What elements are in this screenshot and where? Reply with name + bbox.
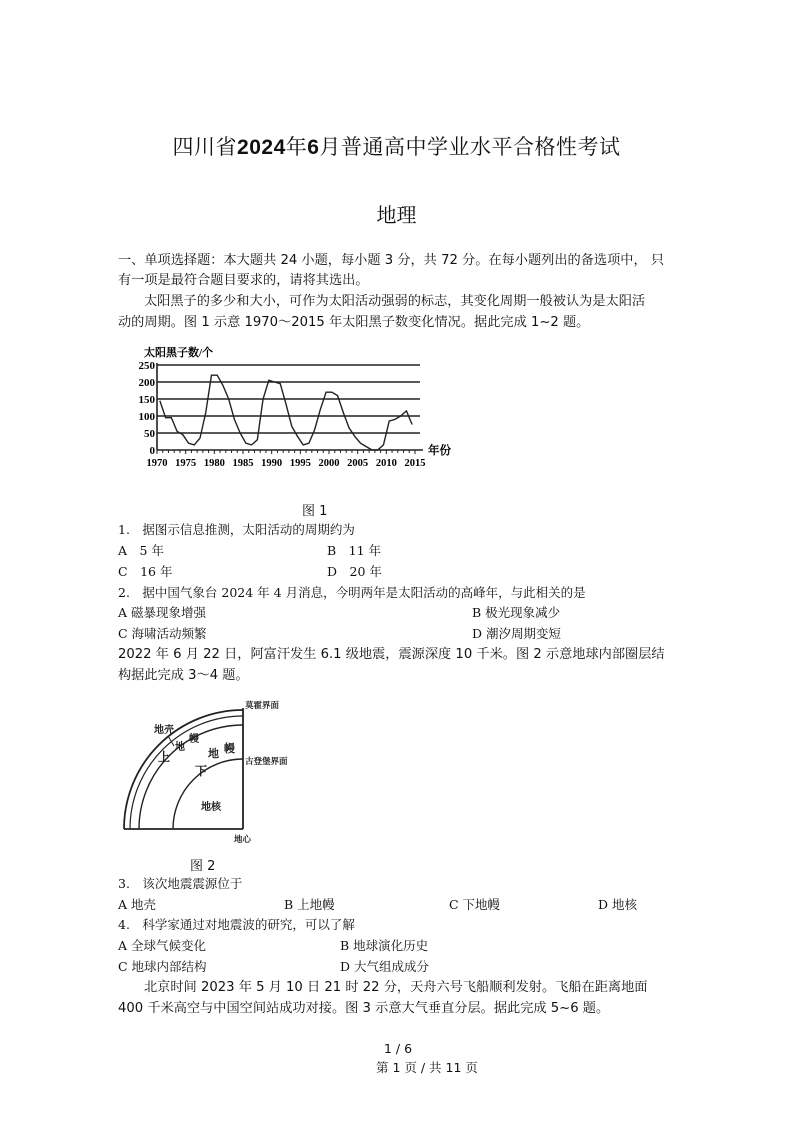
passage1-line2: 动的周期。图 1 示意 1970～2015 年太阳黑子数变化情况。据此完成 1~2 题。 (118, 315, 590, 330)
x-tick-label: 2000 (318, 458, 340, 469)
label-crust: 地壳 (154, 725, 174, 736)
q2-option-c[interactable]: C 海啸活动频繁 (118, 626, 207, 641)
passage2-line2: 构据此完成 3～4 题。 (118, 668, 249, 683)
x-tick-label: 1990 (261, 458, 283, 469)
x-tick-label: 1985 (232, 458, 254, 469)
q4-option-b[interactable]: B 地球演化历史 (340, 938, 429, 953)
q2-option-d[interactable]: D 潮汐周期变短 (472, 626, 561, 641)
y-tick-label: 150 (138, 394, 155, 406)
figure2-caption: 图 2 (190, 859, 216, 874)
q2-option-a[interactable]: A 磁暴现象增强 (118, 605, 207, 620)
subject-title: 地理 (376, 203, 417, 227)
q3-option-c[interactable]: C 下地幔 (449, 897, 501, 912)
q1-option-a[interactable]: A 5 年 (118, 543, 164, 558)
q3-option-a[interactable]: A 地壳 (118, 897, 157, 912)
passage1-line1: 太阳黑子的多少和大小，可作为太阳活动强弱的标志，其变化周期一般被认为是太阳活 (144, 294, 646, 309)
section-instruction-line1: 一、单项选择题：本大题共 24 小题，每小题 3 分，共 72 分。在每小题列出的备选项中， 只 (118, 253, 665, 268)
title-province: 四川省 (172, 135, 238, 159)
x-tick-label: 1980 (203, 458, 225, 469)
title-year-unit: 年 (285, 135, 308, 159)
title-year: 2024 (237, 136, 286, 159)
q4-stem: 4. 科学家通过对地震波的研究，可以了解 (118, 917, 355, 932)
y-tick-label: 0 (149, 445, 155, 457)
passage3-line1: 北京时间 2023 年 5 月 10 日 21 时 22 分，天舟六号飞船顺利发射。飞船在距离地面 (144, 980, 648, 995)
chart-xlabel: 年份 (428, 445, 451, 457)
q3-stem: 3. 该次地震震源位于 (118, 876, 243, 891)
x-tick-label: 2015 (404, 458, 426, 469)
page-total: 第 1 页 / 共 11 页 (376, 1060, 478, 1075)
y-tick-label: 50 (144, 428, 155, 440)
q1-option-c[interactable]: C 16 年 (118, 564, 173, 579)
label-center: 地心 (234, 834, 252, 844)
y-tick-label: 250 (138, 360, 155, 372)
q1-stem: 1. 据图示信息推测，太阳活动的周期约为 (118, 522, 355, 537)
label-lower-mantle-1: 下 (195, 764, 208, 778)
x-tick-label: 1970 (146, 458, 168, 469)
x-tick-label: 1995 (289, 458, 311, 469)
section-instruction-line2: 有一项是最符合题目要求的，请将其选出。 (118, 273, 369, 288)
title-month: 6 (307, 136, 320, 159)
figure1-sunspot-chart (130, 342, 500, 477)
q4-option-c[interactable]: C 地球内部结构 (118, 959, 207, 974)
label-upper-mantle-2: 地 (175, 742, 185, 753)
passage2-line1: 2022 年 6 月 22 日，阿富汗发生 6.1 级地震，震源深度 10 千米。图 2 示意地球内部圈层结 (118, 647, 665, 662)
label-lower-mantle-3: 幔 (224, 743, 235, 755)
page-fraction: 1 / 6 (384, 1041, 413, 1056)
exam-title (0, 131, 793, 161)
label-upper-mantle-3: 幔 (189, 734, 199, 745)
passage3-line2: 400 千米高空与中国空间站成功对接。图 3 示意大气垂直分层。据此完成 5~6 题。 (118, 1001, 610, 1016)
q3-option-d[interactable]: D 地核 (598, 897, 637, 912)
x-tick-label: 1975 (175, 458, 197, 469)
y-tick-label: 100 (138, 411, 155, 423)
title-exam-name: 月普通高中学业水平合格性考试 (319, 135, 621, 159)
q2-stem: 2. 据中国气象台 2024 年 4 月消息，今明两年是太阳活动的高峰年，与此相关的是 (118, 585, 586, 600)
label-lower-mantle-2: 地 (208, 748, 219, 760)
label-moho: 莫霍界面 (245, 700, 280, 710)
q2-option-b[interactable]: B 极光现象减少 (472, 605, 561, 620)
figure2-earth-layers (118, 694, 348, 844)
q4-option-a[interactable]: A 全球气候变化 (118, 938, 207, 953)
y-tick-label: 200 (138, 377, 155, 389)
label-core: 地核 (201, 802, 221, 813)
label-upper-mantle-1: 上 (158, 750, 171, 764)
x-tick-label: 2005 (347, 458, 369, 469)
sunspot-series-line (160, 375, 412, 450)
x-tick-label: 2010 (375, 458, 397, 469)
q3-option-b[interactable]: B 上地幔 (284, 897, 335, 912)
earth-interior-diagram (118, 694, 348, 844)
sunspot-line-chart (130, 342, 500, 477)
q1-option-b[interactable]: B 11 年 (327, 543, 382, 558)
q4-option-d[interactable]: D 大气组成成分 (340, 959, 429, 974)
label-gutenberg: 古登堡界面 (245, 756, 288, 766)
figure1-caption: 图 1 (302, 504, 328, 519)
q1-option-d[interactable]: D 20 年 (327, 564, 382, 579)
chart-ylabel: 太阳黑子数/个 (144, 347, 214, 359)
